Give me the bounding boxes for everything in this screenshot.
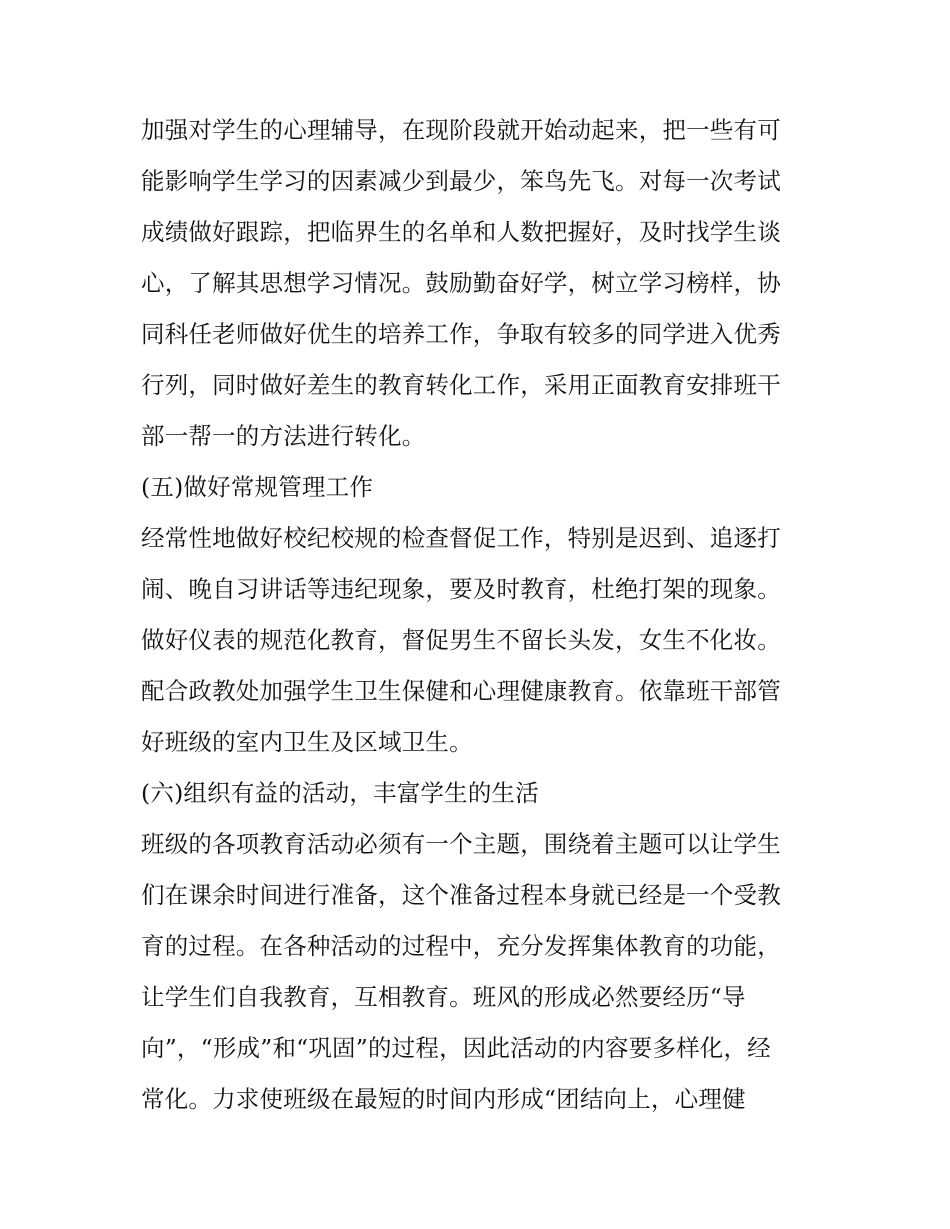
text-line: 闹、晚自习讲话等违纪现象，要及时教育，杜绝打架的现象。 xyxy=(141,575,781,603)
text-line: 心，了解其思想学习情况。鼓励勤奋好学，树立学习榜样，协 xyxy=(141,269,781,297)
text-line: 育的过程。在各种活动的过程中，充分发挥集体教育的功能， xyxy=(141,932,781,960)
text-line: 经常性地做好校纪校规的检查督促工作，特别是迟到、追逐打 xyxy=(141,524,781,552)
text-line: 做好仪表的规范化教育，督促男生不留长头发，女生不化妆。 xyxy=(141,626,781,654)
text-line: 行列，同时做好差生的教育转化工作，采用正面教育安排班干 xyxy=(141,371,781,399)
text-line: 班级的各项教育活动必须有一个主题，围绕着主题可以让学生 xyxy=(141,830,781,858)
text-line: 让学生们自我教育，互相教育。班风的形成必然要经历“导 xyxy=(141,983,746,1011)
text-line: 配合政教处加强学生卫生保健和心理健康教育。依靠班干部管 xyxy=(141,677,781,705)
text-line: 能影响学生学习的因素减少到最少，笨鸟先飞。对每一次考试 xyxy=(141,167,781,195)
body-text xyxy=(141,107,821,1127)
text-line: 向”，“形成”和“巩固”的过程，因此活动的内容要多样化，经 xyxy=(141,1034,771,1062)
text-line: 成绩做好跟踪，把临界生的名单和人数把握好，及时找学生谈 xyxy=(141,218,781,246)
text-line: 们在课余时间进行准备，这个准备过程本身就已经是一个受教 xyxy=(141,881,781,909)
text-line: 加强对学生的心理辅导，在现阶段就开始动起来，把一些有可 xyxy=(141,116,781,144)
text-line: 常化。力求使班级在最短的时间内形成“团结向上，心理健 xyxy=(141,1085,746,1113)
section-heading: (五)做好常规管理工作 xyxy=(141,473,374,501)
section-heading: (六)组织有益的活动，丰富学生的生活 xyxy=(141,779,539,807)
text-line: 同科任老师做好优生的培养工作，争取有较多的同学进入优秀 xyxy=(141,320,781,348)
text-line: 好班级的室内卫生及区域卫生。 xyxy=(141,728,473,756)
text-line: 部一帮一的方法进行转化。 xyxy=(141,422,426,450)
